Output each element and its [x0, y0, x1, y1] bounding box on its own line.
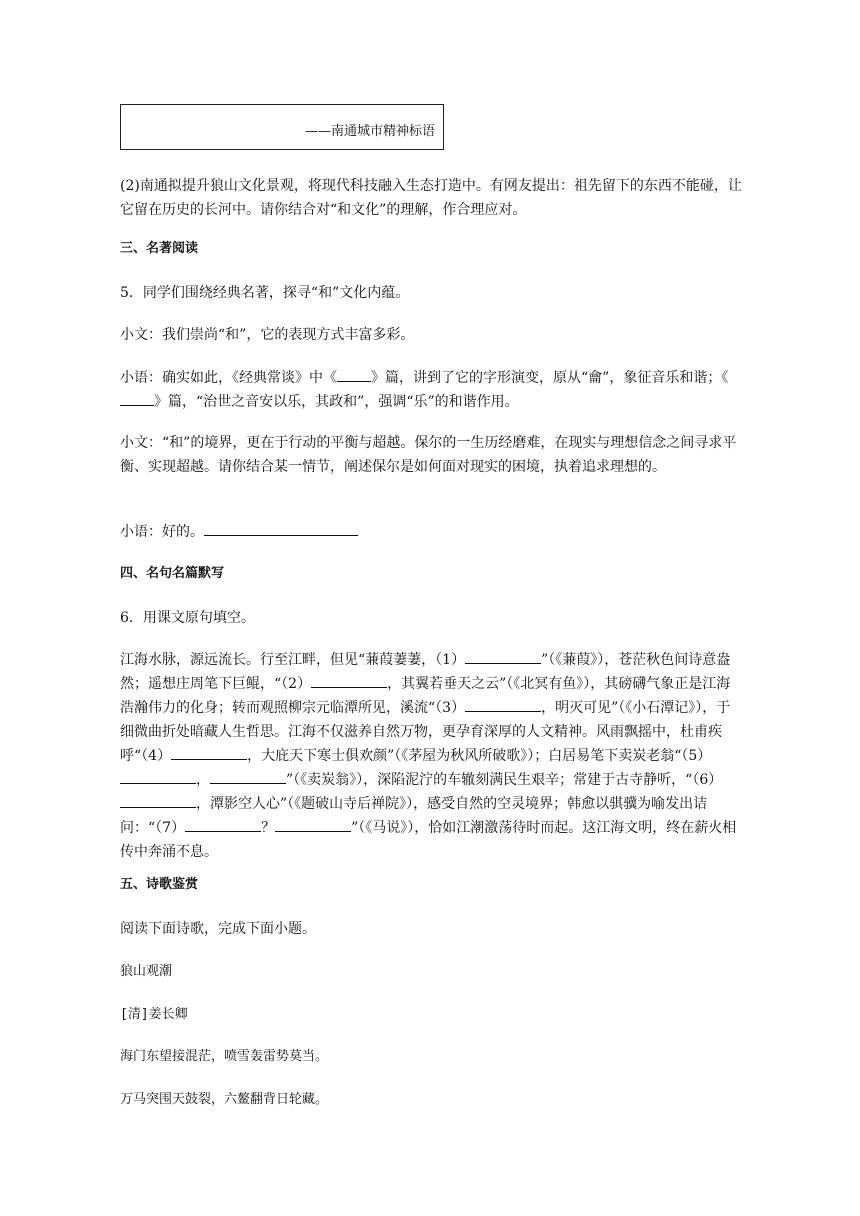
fill-text-8: ，潭影空人心”（《题破山寺后禅院》），感受自然的空灵境界；韩愈以骐骥为喻发出诘问：“（7） — [120, 796, 708, 836]
answer-blank-book-2[interactable] — [120, 390, 154, 406]
section-4-heading: 四、名句名篇默写 — [120, 566, 225, 581]
xiaoyu-line-2 — [120, 520, 744, 544]
fill-text-6: ， — [196, 772, 210, 788]
slogan-box — [120, 104, 444, 150]
question-5-intro: 5．同学们围绕经典名著，探寻“和”文化内蕴。 — [120, 285, 410, 301]
poem-line-2: 万马突围天鼓裂，六鳌翻背日轮藏。 — [120, 1092, 329, 1107]
section-5-heading: 五、诗歌鉴赏 — [120, 877, 199, 892]
fill-text-7: ”（《卖炭翁》），深陷泥泞的车辙刻满民生艰辛；常建于古寺静听，“（6） — [286, 772, 723, 788]
xiaowen-line-2: 小文：“和”的境界，更在于行动的平衡与超越。保尔的一生历经磨难，在现实与理想信念之间寻求平衡、实现超越。请你结合某一情节，阐述保尔是如何面对现实的困境，执着追求理想的。 — [120, 435, 737, 475]
fill-blank-7b[interactable] — [275, 816, 351, 832]
fill-text-3: ，其翼若垂天之云”（《北冥有鱼》），其磅礴气象正是江海浩瀚伟力的化身；转而观照柳宗元临潭所见，溪流“（3） — [120, 676, 731, 716]
fill-blank-5a[interactable] — [120, 768, 196, 784]
recitation-fill-paragraph — [120, 648, 744, 864]
fill-text-5: ，大庇天下寒士俱欢颜”（《茅屋为秋风所破歌》）；白居易笔下卖炭老翁“（5） — [247, 748, 712, 764]
xiaoyu-2-text: 小语：好的。 — [120, 524, 204, 540]
poem-title: 狼山观潮 — [120, 964, 173, 979]
poem-line-1: 海门东望接混茫，喷雪轰雷势莫当。 — [120, 1049, 329, 1064]
question-4-2: (2)南通拟提升狼山文化景观，将现代科技融入生态打造中。有网友提出：祖先留下的东西不能碰，让它留在历史的长河中。请你结合对“和文化”的理解，作合理应对。 — [120, 178, 742, 218]
xiaoyu-1-part-2: 》篇，讲到了它的字形演变，原从“龠”，象征音乐和谐；《 — [371, 370, 729, 386]
fill-blank-1[interactable] — [465, 648, 541, 664]
fill-blank-7a[interactable] — [185, 816, 261, 832]
xiaoyu-line-1 — [120, 366, 744, 414]
fill-text-10: ”（《马说》），恰如江潮激荡待时而起。这江海文明，终在薪火相传中奔涌不息。 — [120, 820, 737, 860]
xiaowen-line-1: 小文：我们崇尚“和”，它的表现方式丰富多彩。 — [120, 327, 415, 343]
fill-blank-3[interactable] — [465, 696, 541, 712]
poem-intro: 阅读下面诗歌，完成下面小题。 — [120, 921, 316, 937]
fill-blank-6[interactable] — [120, 792, 196, 808]
slogan-attribution: ——南通城市精神标语 — [304, 124, 435, 139]
section-3-heading: 三、名著阅读 — [120, 241, 199, 256]
poem-author: [清]姜长卿 — [120, 1007, 188, 1022]
fill-text-4: ，明灭可见”（《小石潭记》），于细微曲折处暗藏人生哲思。江海不仅滋养自然万物，更孕育深厚的人文精神。风雨飘摇中，杜甫疾呼“（4） — [120, 700, 731, 764]
xiaoyu-1-part-3: 》篇，“治世之音安以乐，其政和”，强调“乐”的和谐作用。 — [154, 394, 519, 410]
fill-blank-4[interactable] — [171, 744, 247, 760]
answer-blank-pavel[interactable] — [204, 520, 358, 536]
fill-text-2: ”（《蒹葭》），苍茫秋色间诗意盎然；遥想庄周笔下巨鲲，“（2） — [120, 652, 731, 692]
fill-blank-2[interactable] — [311, 672, 387, 688]
fill-blank-5b[interactable] — [210, 768, 286, 784]
xiaoyu-1-part-1: 小语：确实如此，《经典常谈》中《 — [120, 370, 337, 386]
answer-blank-book-1[interactable] — [337, 366, 371, 382]
fill-text-1: 江海水脉，源远流长。行至江畔，但见“蒹葭萋萋，（1） — [120, 652, 466, 668]
fill-text-9: ？ — [261, 820, 276, 836]
question-6-intro: 6．用课文原句填空。 — [120, 610, 255, 626]
